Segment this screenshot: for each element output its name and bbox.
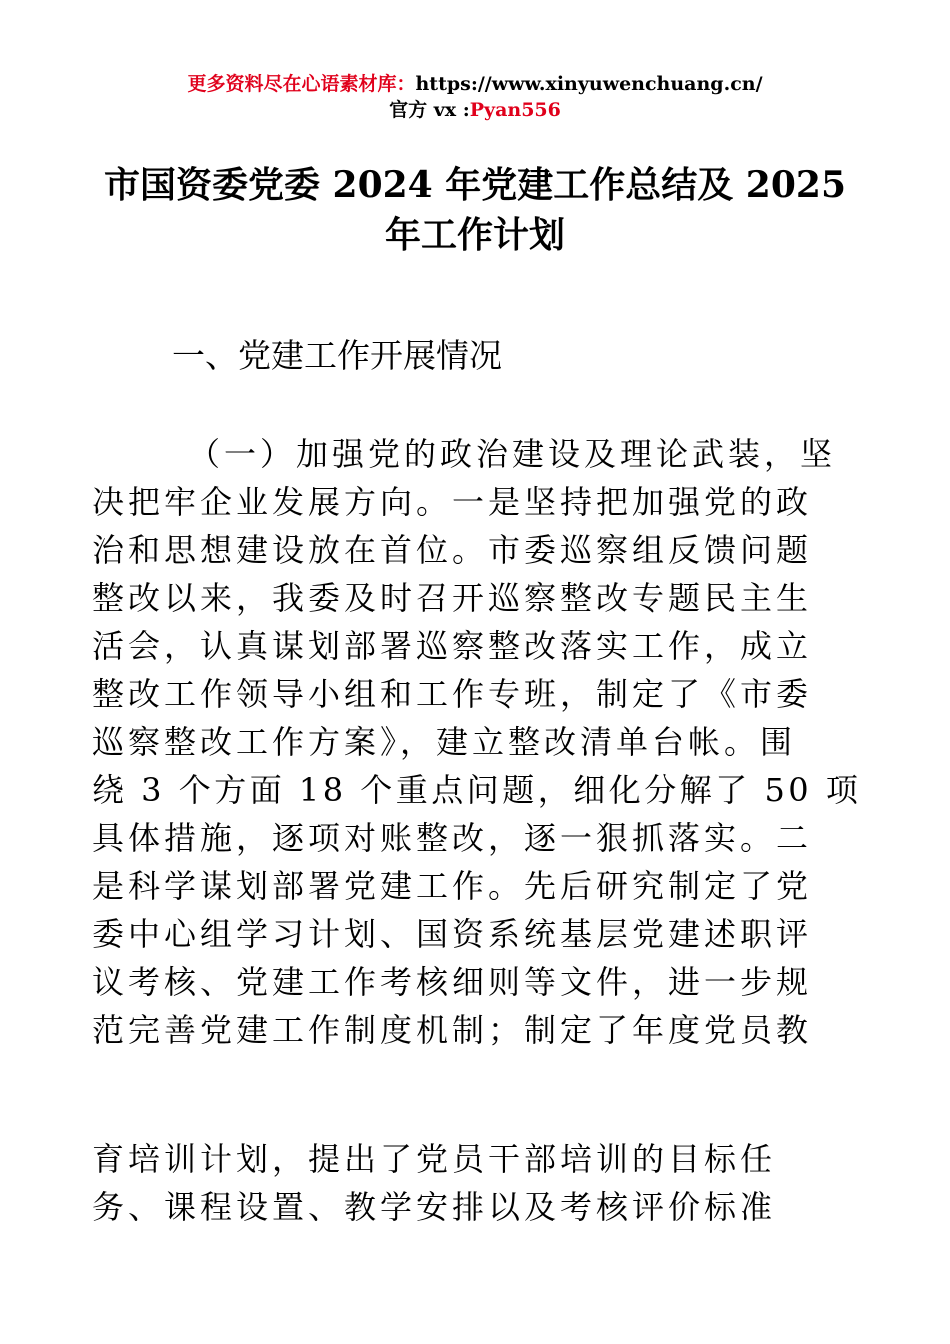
paragraph-line: 委中心组学习计划、国资系统基层党建述职评	[92, 915, 813, 953]
paragraph-line: 议考核、党建工作考核细则等文件，进一步规	[92, 963, 813, 1001]
paragraph-line: 整改工作领导小组和工作专班，制定了《市委	[92, 675, 813, 713]
paragraph-line: 具体措施，逐项对账整改，逐一狠抓落实。二	[92, 819, 813, 857]
paragraph-line: 巡察整改工作方案》，建立整改清单台帐。围	[92, 723, 797, 761]
promo-label: 更多资料尽在心语素材库：	[187, 73, 416, 95]
promo-url[interactable]: https://www.xinyuwenchuang.cn/	[415, 73, 763, 95]
paragraph-line: （一）加强党的政治建设及理论武装，坚	[188, 435, 837, 473]
body-paragraph-2	[92, 1135, 862, 1231]
vx-id: Pyan556	[469, 99, 561, 121]
title-line-2: 年工作计划	[384, 214, 565, 256]
paragraph-line: 务、课程设置、教学安排以及考核评价标准	[92, 1188, 777, 1226]
paragraph-line: 育培训计划，提出了党员干部培训的目标任	[92, 1140, 777, 1178]
paragraph-line: 治和思想建设放在首位。市委巡察组反馈问题	[92, 531, 813, 569]
vx-label: 官方 vx :	[389, 99, 470, 121]
paragraph-line: 绕 3 个方面 18 个重点问题，细化分解了 50 项	[92, 771, 862, 809]
body-paragraph-1	[92, 430, 862, 1054]
title-line-1: 市国资委党委 2024 年党建工作总结及 2025	[104, 164, 846, 206]
paragraph-line: 整改以来，我委及时召开巡察整改专题民主生	[92, 579, 813, 617]
section-heading: 一、党建工作开展情况	[172, 336, 502, 375]
header-promo-line	[0, 72, 950, 96]
paragraph-line: 范完善党建工作制度机制；制定了年度党员教	[92, 1011, 813, 1049]
paragraph-line: 决把牢企业发展方向。一是坚持把加强党的政	[92, 483, 813, 521]
header-vx-line	[0, 98, 950, 122]
document-title	[60, 160, 890, 260]
paragraph-line: 是科学谋划部署党建工作。先后研究制定了党	[92, 867, 813, 905]
paragraph-line: 活会，认真谋划部署巡察整改落实工作，成立	[92, 627, 813, 665]
